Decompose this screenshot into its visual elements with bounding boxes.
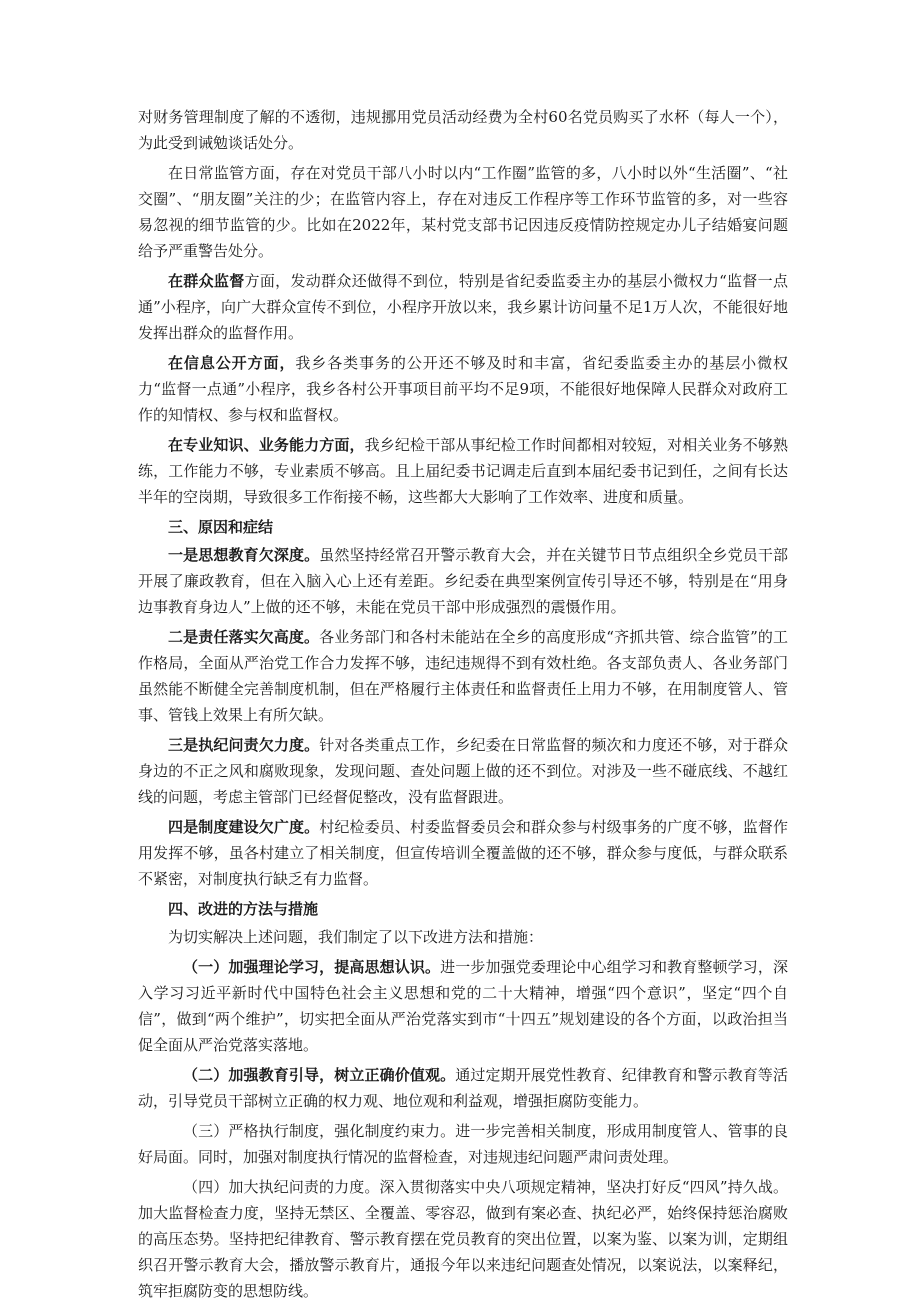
paragraph-text: 方面，发动群众还做得不到位，特别是省纪委监委主办的基层小微权力“监督一点通”小程序，向广大群众宣传不到位，小程序开放以来，我乡累计访问量不足1万人次，不能很好地发挥出群众的监督作用。 [138, 272, 788, 342]
paragraph-cause-3 [138, 732, 788, 810]
document-page [138, 104, 788, 1308]
paragraph-measure-2 [138, 1062, 788, 1114]
paragraph-text: 在日常监管方面，存在对党员干部八小时以内“工作圈”监管的多，八小时以外“生活圈”、“社交圈”、“朋友圈”关注的少；在监管内容上，存在对违反工作程序等工作环节监管的多，对一些容易忽视的细节监管的少。比如在2022年，某村党支部书记因违反疫情防控规定办儿子结婚宴问题给予严重警告处分。 [138, 164, 788, 260]
paragraph-text: 进一步完善相关制度，形成用制度管人、管事的良好局面。同时，加强对制度执行情况的监督检查，对违规违纪问题严肃问责处理。 [138, 1122, 788, 1166]
paragraph-text: 村纪检委员、村委监督委员会和群众参与村级事务的广度不够，监督作用发挥不够，虽各村建立了相关制度，但宣传培训全覆盖做的还不够，群众参与度低，与群众联系不紧密，对制度执行缺乏有力监督。 [138, 818, 788, 888]
paragraph-daily-supervision [138, 160, 788, 264]
paragraph-text: 对财务管理制度了解的不透彻，违规挪用党员活动经费为全村60名党员购买了水杯（每人一个），为此受到诫勉谈话处分。 [138, 108, 788, 152]
paragraph-lead: 在信息公开方面， [168, 354, 296, 372]
paragraph-measure-1 [138, 954, 788, 1058]
paragraph-text: 我乡纪检干部从事纪检工作时间都相对较短，对相关业务不够熟练，工作能力不够，专业素质不够高。且上届纪委书记调走后直到本届纪委书记到任，之间有长达半年的空岗期，导致很多工作衔接不畅，这些都大大影响了工作效率、进度和质量。 [138, 436, 788, 506]
section-heading-measures: 四、改进的方法与措施 [168, 900, 319, 918]
paragraph-measures-intro [138, 924, 788, 950]
paragraph-lead: （三）严格执行制度，强化制度约束力。 [183, 1122, 456, 1140]
paragraph-lead: 一是思想教育欠深度。 [168, 546, 320, 564]
paragraph-text: 为切实解决上述问题，我们制定了以下改进方法和措施： [168, 928, 544, 946]
paragraph-lead: （一）加强理论学习，提高思想认识。 [183, 958, 441, 976]
paragraph-text: 进一步加强党委理论中心组学习和教育整顿学习，深入学习习近平新时代中国特色社会主义思想和党的二十大精神，增强“四个意识”，坚定“四个自信”，做到“两个维护”，切实把全面从严治党落实到市“十四五”规划建设的各个方面，以政治担当促全面从严治党落实落地。 [138, 958, 788, 1054]
paragraph-text: 虽然坚持经常召开警示教育大会，并在关键节日节点组织全乡党员干部开展了廉政教育，但在入脑入心上还有差距。乡纪委在典型案例宣传引导还不够，特别是在“用身边事教育身边人”上做的还不够，未能在党员干部中形成强烈的震慑作用。 [138, 546, 788, 616]
paragraph-cause-1 [138, 542, 788, 620]
paragraph-lead: （二）加强教育引导，树立正确价值观。 [183, 1066, 456, 1084]
paragraph-info-disclosure [138, 350, 788, 428]
paragraph-text: 我乡各类事务的公开还不够及时和丰富，省纪委监委主办的基层小微权力“监督一点通”小程序，我乡各村公开事项目前平均不足9项，不能很好地保障人民群众对政府工作的知情权、参与权和监督权。 [138, 354, 788, 424]
paragraph-continuation [138, 104, 788, 156]
paragraph-text: 深入贯彻落实中央八项规定精神，坚决打好反“四风”持久战。加大监督检查力度，坚持无禁区、全覆盖、零容忍，做到有案必查、执纪必严，始终保持惩治腐败的高压态势。坚持把纪律教育、警示教育摆在党员教育的突出位置，以案为鉴、以案为训，定期组织召开警示教育大会，播放警示教育片，通报今年以来违纪问题查处情况，以案说法，以案释纪，筑牢拒腐防变的思想防线。 [138, 1178, 788, 1300]
paragraph-lead: 在专业知识、业务能力方面， [168, 436, 365, 454]
paragraph-text: 通过定期开展党性教育、纪律教育和警示教育等活动，引导党员干部树立正确的权力观、地位观和利益观，增强拒腐防变能力。 [138, 1066, 788, 1110]
paragraph-cause-4 [138, 814, 788, 892]
paragraph-measure-4 [138, 1174, 788, 1304]
paragraph-cause-2 [138, 624, 788, 728]
paragraph-text: 针对各类重点工作，乡纪委在日常监督的频次和力度还不够，对于群众身边的不正之风和腐败现象，发现问题、查处问题上做的还不到位。对涉及一些不碰底线、不越红线的问题，考虑主管部门已经督促整改，没有监督跟进。 [138, 736, 788, 806]
paragraph-text: 各业务部门和各村未能站在全乡的高度形成“齐抓共管、综合监管”的工作格局，全面从严治党工作合力发挥不够，违纪违规得不到有效杜绝。各支部负责人、各业务部门虽然能不断健全完善制度机制，但在严格履行主体责任和监督责任上用力不够，在用制度管人、管事、管钱上效果上有所欠缺。 [138, 628, 788, 724]
paragraph-lead: 三是执纪问责欠力度。 [168, 736, 320, 754]
paragraph-lead: 四是制度建设欠广度。 [168, 818, 320, 836]
paragraph-lead: （四）加大执纪问责的力度。 [183, 1178, 380, 1196]
paragraph-lead: 在群众监督 [168, 272, 245, 290]
section-heading-causes: 三、原因和症结 [168, 518, 274, 536]
paragraph-lead: 二是责任落实欠高度。 [168, 628, 320, 646]
paragraph-mass-supervision [138, 268, 788, 346]
paragraph-measure-3 [138, 1118, 788, 1170]
paragraph-professional-skills [138, 432, 788, 510]
